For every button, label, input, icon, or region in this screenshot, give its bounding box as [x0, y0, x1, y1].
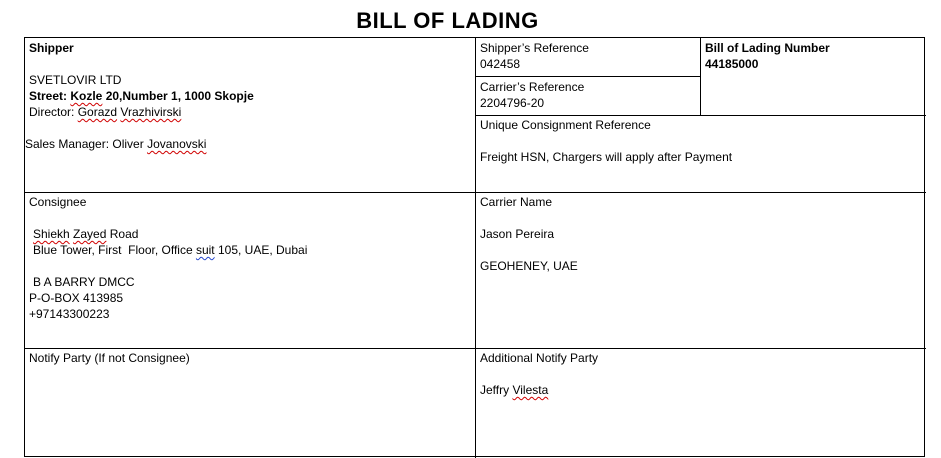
bill-number-label: Bill of Lading Number	[705, 41, 830, 55]
consignee-phone: +97143300223	[29, 307, 110, 321]
bill-number-cell	[705, 40, 920, 72]
divider-horizontal-reference	[475, 76, 700, 77]
carrier-company: GEOHENEY, UAE	[480, 259, 578, 273]
carrier-reference-value: 2204796-20	[480, 96, 545, 110]
document-title: BILL OF LADING	[356, 8, 539, 33]
shipper-label: Shipper	[29, 41, 74, 55]
consignee-road: Shiekh Zayed Road	[33, 227, 139, 241]
shipper-reference-label: Shipper’s Reference	[480, 41, 589, 55]
shipper-director: Director: Gorazd Vrazhivirski	[29, 105, 182, 119]
consignee-pobox: P-O-BOX 413985	[29, 291, 124, 305]
shipper-reference-value: 042458	[480, 57, 521, 71]
shipper-sales-manager: Sales Manager: Oliver Jovanovski	[25, 137, 207, 151]
bill-of-lading-form	[24, 37, 925, 457]
additional-notify-cell	[480, 350, 920, 398]
shipper-reference-cell	[480, 40, 695, 72]
unique-consignment-label: Unique Consignment Reference	[480, 118, 651, 132]
shipper-cell	[25, 40, 469, 152]
carrier-name-label: Carrier Name	[480, 195, 553, 209]
notify-party-cell	[29, 350, 469, 366]
consignee-cell	[29, 194, 469, 322]
divider-horizontal-row3	[25, 348, 926, 349]
carrier-name-cell	[480, 194, 920, 274]
consignee-name: B A BARRY DMCC	[33, 275, 135, 289]
unique-consignment-note: Freight HSN, Chargers will apply after Payment	[480, 150, 733, 164]
additional-notify-name: Jeffry Vilesta	[480, 383, 549, 397]
carrier-reference-cell	[480, 79, 695, 111]
shipper-company: SVETLOVIR LTD	[29, 73, 122, 87]
divider-horizontal-ucr	[475, 115, 926, 116]
additional-notify-label: Additional Notify Party	[480, 351, 599, 365]
divider-vertical-reference	[700, 38, 701, 115]
unique-consignment-cell	[480, 117, 920, 165]
bill-number-value: 44185000	[705, 57, 759, 71]
divider-vertical-main	[475, 38, 476, 458]
notify-party-label: Notify Party (If not Consignee)	[29, 351, 190, 365]
consignee-label: Consignee	[29, 195, 87, 209]
carrier-reference-label: Carrier’s Reference	[480, 80, 585, 94]
divider-horizontal-row2	[25, 192, 926, 193]
carrier-person: Jason Pereira	[480, 227, 555, 241]
consignee-tower: Blue Tower, First Floor, Office suit 105, UAE, Dubai	[33, 243, 308, 257]
shipper-street: Street: Kozle 20,Number 1, 1000 Skopje	[29, 89, 254, 103]
